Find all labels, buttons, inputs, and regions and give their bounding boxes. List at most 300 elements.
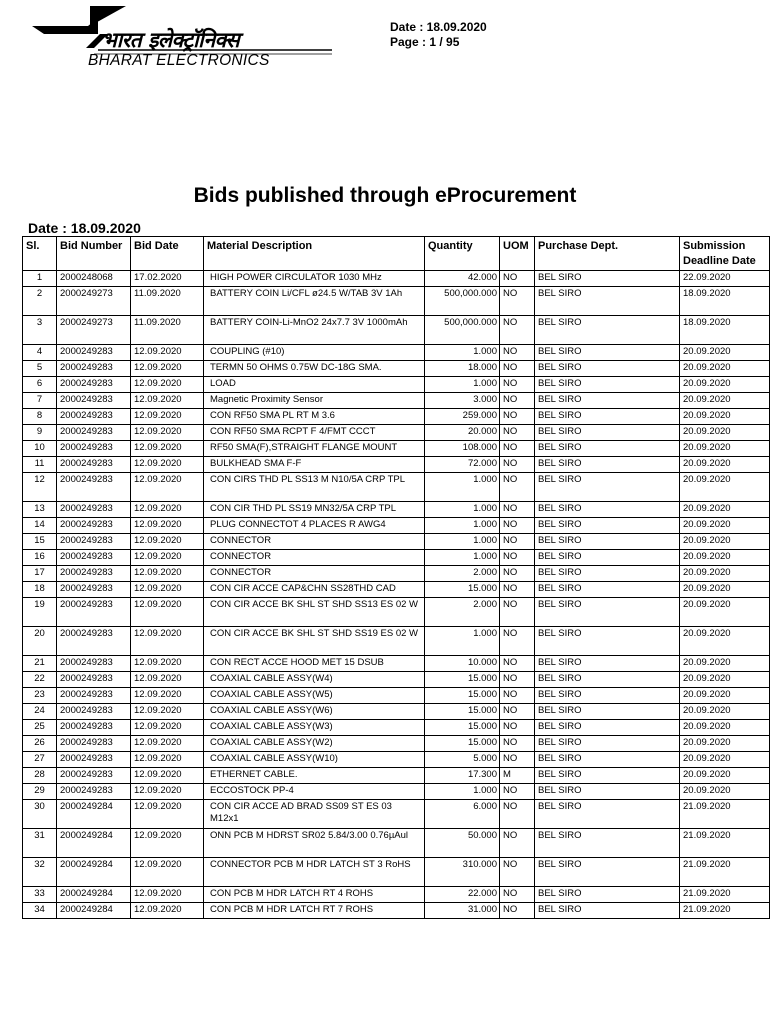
cell-deadline: 21.09.2020 xyxy=(680,903,770,919)
cell-uom: NO xyxy=(500,550,535,566)
cell-desc: HIGH POWER CIRCULATOR 1030 MHz xyxy=(204,271,425,287)
cell-qty: 20.000 xyxy=(425,425,500,441)
table-row xyxy=(23,409,770,425)
table-row xyxy=(23,457,770,473)
table-row xyxy=(23,858,770,887)
cell-bid-date: 17.02.2020 xyxy=(131,271,204,287)
logo-english-text: BHARAT ELECTRONICS xyxy=(88,52,270,69)
cell-uom: NO xyxy=(500,784,535,800)
cell-sl: 11 xyxy=(23,457,57,473)
table-row xyxy=(23,736,770,752)
cell-qty: 15.000 xyxy=(425,672,500,688)
cell-qty: 1.000 xyxy=(425,550,500,566)
cell-uom: NO xyxy=(500,393,535,409)
cell-uom: NO xyxy=(500,345,535,361)
cell-bid-date: 12.09.2020 xyxy=(131,502,204,518)
cell-bid-date: 12.09.2020 xyxy=(131,377,204,393)
cell-dept: BEL SIRO xyxy=(535,720,680,736)
cell-desc: CON CIR ACCE BK SHL ST SHD SS19 ES 02 W xyxy=(204,627,425,656)
cell-bid-number: 2000249283 xyxy=(57,582,131,598)
cell-bid-number: 2000249283 xyxy=(57,566,131,582)
cell-dept: BEL SIRO xyxy=(535,502,680,518)
page-title: Bids published through eProcurement xyxy=(193,184,577,207)
table-row xyxy=(23,287,770,316)
cell-dept: BEL SIRO xyxy=(535,287,680,316)
cell-bid-date: 12.09.2020 xyxy=(131,768,204,784)
cell-uom: NO xyxy=(500,287,535,316)
table-row xyxy=(23,393,770,409)
cell-bid-date: 12.09.2020 xyxy=(131,441,204,457)
table-row xyxy=(23,502,770,518)
cell-bid-number: 2000249283 xyxy=(57,502,131,518)
cell-dept: BEL SIRO xyxy=(535,441,680,457)
cell-deadline: 20.09.2020 xyxy=(680,473,770,502)
cell-deadline: 20.09.2020 xyxy=(680,672,770,688)
table-row xyxy=(23,534,770,550)
cell-bid-date: 12.09.2020 xyxy=(131,688,204,704)
cell-qty: 1.000 xyxy=(425,502,500,518)
cell-desc: CON CIR ACCE BK SHL ST SHD SS13 ES 02 W xyxy=(204,598,425,627)
cell-uom: NO xyxy=(500,534,535,550)
cell-qty: 108.000 xyxy=(425,441,500,457)
cell-bid-number: 2000249283 xyxy=(57,736,131,752)
cell-sl: 15 xyxy=(23,534,57,550)
cell-sl: 27 xyxy=(23,752,57,768)
cell-bid-number: 2000249283 xyxy=(57,409,131,425)
cell-desc: CONNECTOR xyxy=(204,550,425,566)
cell-desc: TERMN 50 OHMS 0.75W DC-18G SMA. xyxy=(204,361,425,377)
cell-sl: 6 xyxy=(23,377,57,393)
cell-dept: BEL SIRO xyxy=(535,704,680,720)
cell-uom: NO xyxy=(500,441,535,457)
cell-deadline: 21.09.2020 xyxy=(680,800,770,829)
cell-bid-number: 2000249283 xyxy=(57,550,131,566)
cell-bid-number: 2000249283 xyxy=(57,473,131,502)
cell-sl: 23 xyxy=(23,688,57,704)
cell-sl: 29 xyxy=(23,784,57,800)
cell-bid-number: 2000249283 xyxy=(57,518,131,534)
table-row xyxy=(23,425,770,441)
cell-qty: 15.000 xyxy=(425,582,500,598)
cell-bid-date: 11.09.2020 xyxy=(131,316,204,345)
cell-deadline: 20.09.2020 xyxy=(680,425,770,441)
cell-dept: BEL SIRO xyxy=(535,393,680,409)
cell-bid-number: 2000249284 xyxy=(57,858,131,887)
cell-dept: BEL SIRO xyxy=(535,518,680,534)
cell-deadline: 20.09.2020 xyxy=(680,582,770,598)
cell-uom: NO xyxy=(500,409,535,425)
cell-sl: 33 xyxy=(23,887,57,903)
cell-sl: 26 xyxy=(23,736,57,752)
cell-bid-date: 12.09.2020 xyxy=(131,393,204,409)
cell-dept: BEL SIRO xyxy=(535,534,680,550)
cell-bid-number: 2000249284 xyxy=(57,800,131,829)
cell-desc: COAXIAL CABLE ASSY(W5) xyxy=(204,688,425,704)
cell-qty: 15.000 xyxy=(425,736,500,752)
cell-qty: 500,000.000 xyxy=(425,316,500,345)
cell-deadline: 20.09.2020 xyxy=(680,534,770,550)
cell-uom: NO xyxy=(500,829,535,858)
cell-bid-number: 2000249284 xyxy=(57,903,131,919)
cell-bid-number: 2000249283 xyxy=(57,457,131,473)
cell-qty: 10.000 xyxy=(425,656,500,672)
cell-bid-number: 2000249283 xyxy=(57,768,131,784)
cell-desc: COAXIAL CABLE ASSY(W3) xyxy=(204,720,425,736)
cell-desc: COAXIAL CABLE ASSY(W2) xyxy=(204,736,425,752)
cell-bid-number: 2000249284 xyxy=(57,829,131,858)
cell-bid-number: 2000249273 xyxy=(57,287,131,316)
col-header-sl: Sl. xyxy=(23,237,57,271)
cell-qty: 2.000 xyxy=(425,566,500,582)
cell-desc: BULKHEAD SMA F-F xyxy=(204,457,425,473)
cell-uom: NO xyxy=(500,656,535,672)
cell-deadline: 20.09.2020 xyxy=(680,457,770,473)
cell-desc: CONNECTOR PCB M HDR LATCH ST 3 RoHS xyxy=(204,858,425,887)
table-row xyxy=(23,800,770,829)
cell-bid-date: 12.09.2020 xyxy=(131,829,204,858)
cell-uom: NO xyxy=(500,858,535,887)
cell-bid-date: 12.09.2020 xyxy=(131,598,204,627)
cell-deadline: 20.09.2020 xyxy=(680,566,770,582)
cell-dept: BEL SIRO xyxy=(535,784,680,800)
cell-uom: M xyxy=(500,768,535,784)
cell-bid-date: 12.09.2020 xyxy=(131,784,204,800)
cell-bid-date: 12.09.2020 xyxy=(131,858,204,887)
table-row xyxy=(23,688,770,704)
cell-qty: 1.000 xyxy=(425,473,500,502)
cell-uom: NO xyxy=(500,720,535,736)
cell-uom: NO xyxy=(500,457,535,473)
cell-uom: NO xyxy=(500,627,535,656)
cell-desc: CON CIRS THD PL SS13 M N10/5A CRP TPL xyxy=(204,473,425,502)
cell-qty: 50.000 xyxy=(425,829,500,858)
cell-qty: 15.000 xyxy=(425,720,500,736)
cell-sl: 4 xyxy=(23,345,57,361)
cell-bid-number: 2000248068 xyxy=(57,271,131,287)
cell-deadline: 22.09.2020 xyxy=(680,271,770,287)
cell-desc: RF50 SMA(F),STRAIGHT FLANGE MOUNT xyxy=(204,441,425,457)
cell-qty: 2.000 xyxy=(425,598,500,627)
table-row xyxy=(23,361,770,377)
cell-bid-date: 12.09.2020 xyxy=(131,800,204,829)
cell-dept: BEL SIRO xyxy=(535,688,680,704)
col-header-purchase-dept: Purchase Dept. xyxy=(535,237,680,271)
cell-deadline: 20.09.2020 xyxy=(680,656,770,672)
logo-hindi-text: भारत इलेक्ट्रॉनिक्स xyxy=(102,27,240,52)
cell-bid-date: 12.09.2020 xyxy=(131,903,204,919)
cell-sl: 9 xyxy=(23,425,57,441)
cell-qty: 500,000.000 xyxy=(425,287,500,316)
cell-deadline: 21.09.2020 xyxy=(680,887,770,903)
cell-bid-date: 12.09.2020 xyxy=(131,752,204,768)
header-date: Date : 18.09.2020 xyxy=(390,20,487,34)
cell-dept: BEL SIRO xyxy=(535,656,680,672)
table-row xyxy=(23,377,770,393)
cell-sl: 28 xyxy=(23,768,57,784)
cell-sl: 7 xyxy=(23,393,57,409)
cell-sl: 12 xyxy=(23,473,57,502)
cell-desc: CON RF50 SMA PL RT M 3.6 xyxy=(204,409,425,425)
col-header-uom: UOM xyxy=(500,237,535,271)
cell-deadline: 20.09.2020 xyxy=(680,720,770,736)
cell-qty: 31.000 xyxy=(425,903,500,919)
cell-qty: 17.300 xyxy=(425,768,500,784)
cell-sl: 34 xyxy=(23,903,57,919)
cell-desc: Magnetic Proximity Sensor xyxy=(204,393,425,409)
cell-sl: 3 xyxy=(23,316,57,345)
table-row xyxy=(23,672,770,688)
cell-bid-number: 2000249283 xyxy=(57,688,131,704)
cell-deadline: 20.09.2020 xyxy=(680,361,770,377)
cell-dept: BEL SIRO xyxy=(535,425,680,441)
cell-bid-date: 12.09.2020 xyxy=(131,887,204,903)
cell-deadline: 20.09.2020 xyxy=(680,393,770,409)
cell-deadline: 20.09.2020 xyxy=(680,752,770,768)
cell-deadline: 20.09.2020 xyxy=(680,736,770,752)
cell-bid-date: 12.09.2020 xyxy=(131,425,204,441)
cell-sl: 19 xyxy=(23,598,57,627)
cell-bid-date: 12.09.2020 xyxy=(131,457,204,473)
cell-dept: BEL SIRO xyxy=(535,736,680,752)
cell-sl: 1 xyxy=(23,271,57,287)
cell-desc: CON RF50 SMA RCPT F 4/FMT CCCT xyxy=(204,425,425,441)
cell-dept: BEL SIRO xyxy=(535,858,680,887)
cell-dept: BEL SIRO xyxy=(535,768,680,784)
cell-dept: BEL SIRO xyxy=(535,361,680,377)
table-row xyxy=(23,566,770,582)
cell-dept: BEL SIRO xyxy=(535,377,680,393)
cell-bid-number: 2000249283 xyxy=(57,752,131,768)
cell-bid-number: 2000249273 xyxy=(57,316,131,345)
table-row xyxy=(23,784,770,800)
cell-uom: NO xyxy=(500,377,535,393)
cell-dept: BEL SIRO xyxy=(535,457,680,473)
cell-deadline: 18.09.2020 xyxy=(680,287,770,316)
cell-dept: BEL SIRO xyxy=(535,672,680,688)
cell-uom: NO xyxy=(500,566,535,582)
cell-deadline: 20.09.2020 xyxy=(680,688,770,704)
cell-deadline: 21.09.2020 xyxy=(680,858,770,887)
cell-bid-number: 2000249283 xyxy=(57,627,131,656)
cell-sl: 17 xyxy=(23,566,57,582)
cell-uom: NO xyxy=(500,598,535,627)
cell-deadline: 20.09.2020 xyxy=(680,704,770,720)
cell-desc: COUPLING (#10) xyxy=(204,345,425,361)
cell-sl: 22 xyxy=(23,672,57,688)
cell-bid-number: 2000249283 xyxy=(57,345,131,361)
cell-uom: NO xyxy=(500,473,535,502)
cell-deadline: 20.09.2020 xyxy=(680,768,770,784)
cell-dept: BEL SIRO xyxy=(535,345,680,361)
table-row xyxy=(23,271,770,287)
cell-bid-number: 2000249283 xyxy=(57,534,131,550)
cell-uom: NO xyxy=(500,752,535,768)
report-date: Date : 18.09.2020 xyxy=(28,220,141,236)
table-row xyxy=(23,598,770,627)
cell-sl: 13 xyxy=(23,502,57,518)
cell-bid-date: 11.09.2020 xyxy=(131,287,204,316)
cell-qty: 1.000 xyxy=(425,627,500,656)
cell-bid-number: 2000249283 xyxy=(57,441,131,457)
cell-bid-number: 2000249283 xyxy=(57,672,131,688)
cell-bid-number: 2000249283 xyxy=(57,377,131,393)
cell-uom: NO xyxy=(500,704,535,720)
cell-uom: NO xyxy=(500,518,535,534)
cell-dept: BEL SIRO xyxy=(535,887,680,903)
bids-table xyxy=(22,236,770,919)
cell-sl: 16 xyxy=(23,550,57,566)
cell-uom: NO xyxy=(500,425,535,441)
cell-desc: COAXIAL CABLE ASSY(W10) xyxy=(204,752,425,768)
cell-bid-number: 2000249283 xyxy=(57,393,131,409)
cell-bid-date: 12.09.2020 xyxy=(131,582,204,598)
cell-bid-date: 12.09.2020 xyxy=(131,736,204,752)
cell-bid-date: 12.09.2020 xyxy=(131,534,204,550)
cell-deadline: 20.09.2020 xyxy=(680,518,770,534)
table-row xyxy=(23,903,770,919)
cell-bid-number: 2000249283 xyxy=(57,361,131,377)
cell-uom: NO xyxy=(500,903,535,919)
cell-qty: 1.000 xyxy=(425,345,500,361)
cell-desc: BATTERY COIN-Li-MnO2 24x7.7 3V 1000mAh xyxy=(204,316,425,345)
cell-sl: 25 xyxy=(23,720,57,736)
cell-desc: CONNECTOR xyxy=(204,566,425,582)
cell-uom: NO xyxy=(500,502,535,518)
cell-bid-number: 2000249283 xyxy=(57,425,131,441)
cell-desc: CON CIR THD PL SS19 MN32/5A CRP TPL xyxy=(204,502,425,518)
cell-sl: 30 xyxy=(23,800,57,829)
cell-desc: PLUG CONNECTOT 4 PLACES R AWG4 xyxy=(204,518,425,534)
cell-bid-date: 12.09.2020 xyxy=(131,627,204,656)
cell-bid-date: 12.09.2020 xyxy=(131,518,204,534)
cell-sl: 31 xyxy=(23,829,57,858)
cell-qty: 259.000 xyxy=(425,409,500,425)
cell-bid-date: 12.09.2020 xyxy=(131,566,204,582)
cell-desc: CON PCB M HDR LATCH RT 7 ROHS xyxy=(204,903,425,919)
cell-desc: CONNECTOR xyxy=(204,534,425,550)
table-row xyxy=(23,316,770,345)
cell-uom: NO xyxy=(500,736,535,752)
cell-uom: NO xyxy=(500,361,535,377)
table-row xyxy=(23,473,770,502)
table-row xyxy=(23,627,770,656)
cell-deadline: 21.09.2020 xyxy=(680,829,770,858)
cell-qty: 1.000 xyxy=(425,518,500,534)
table-row xyxy=(23,829,770,858)
cell-sl: 18 xyxy=(23,582,57,598)
cell-dept: BEL SIRO xyxy=(535,752,680,768)
header-meta xyxy=(390,20,487,50)
col-header-bid-number: Bid Number xyxy=(57,237,131,271)
cell-sl: 20 xyxy=(23,627,57,656)
cell-qty: 1.000 xyxy=(425,784,500,800)
cell-deadline: 20.09.2020 xyxy=(680,598,770,627)
cell-uom: NO xyxy=(500,582,535,598)
cell-dept: BEL SIRO xyxy=(535,829,680,858)
col-header-submission-deadline: Submission Deadline Date xyxy=(680,237,770,271)
cell-qty: 42.000 xyxy=(425,271,500,287)
cell-sl: 2 xyxy=(23,287,57,316)
cell-qty: 72.000 xyxy=(425,457,500,473)
cell-bid-number: 2000249283 xyxy=(57,656,131,672)
table-row xyxy=(23,768,770,784)
cell-deadline: 20.09.2020 xyxy=(680,627,770,656)
cell-bid-number: 2000249284 xyxy=(57,887,131,903)
cell-bid-number: 2000249283 xyxy=(57,704,131,720)
cell-deadline: 20.09.2020 xyxy=(680,345,770,361)
cell-desc: CON PCB M HDR LATCH RT 4 ROHS xyxy=(204,887,425,903)
table-row xyxy=(23,518,770,534)
cell-desc: LOAD xyxy=(204,377,425,393)
cell-desc: CON CIR ACCE CAP&CHN SS28THD CAD xyxy=(204,582,425,598)
col-header-bid-date: Bid Date xyxy=(131,237,204,271)
cell-desc: COAXIAL CABLE ASSY(W6) xyxy=(204,704,425,720)
table-row xyxy=(23,550,770,566)
cell-dept: BEL SIRO xyxy=(535,627,680,656)
cell-desc: CON RECT ACCE HOOD MET 15 DSUB xyxy=(204,656,425,672)
cell-qty: 6.000 xyxy=(425,800,500,829)
cell-bid-number: 2000249283 xyxy=(57,598,131,627)
cell-dept: BEL SIRO xyxy=(535,800,680,829)
cell-deadline: 20.09.2020 xyxy=(680,784,770,800)
cell-sl: 8 xyxy=(23,409,57,425)
cell-desc: ECCOSTOCK PP-4 xyxy=(204,784,425,800)
table-row xyxy=(23,752,770,768)
table-row xyxy=(23,704,770,720)
cell-bid-date: 12.09.2020 xyxy=(131,704,204,720)
cell-qty: 22.000 xyxy=(425,887,500,903)
cell-bid-date: 12.09.2020 xyxy=(131,361,204,377)
cell-deadline: 20.09.2020 xyxy=(680,502,770,518)
cell-qty: 1.000 xyxy=(425,377,500,393)
cell-qty: 1.000 xyxy=(425,534,500,550)
bel-logo xyxy=(32,4,337,74)
cell-bid-date: 12.09.2020 xyxy=(131,409,204,425)
cell-desc: CON CIR ACCE AD BRAD SS09 ST ES 03 M12x1 xyxy=(204,800,425,829)
cell-sl: 14 xyxy=(23,518,57,534)
cell-dept: BEL SIRO xyxy=(535,598,680,627)
cell-desc: ONN PCB M HDRST SR02 5.84/3.00 0.76µAul xyxy=(204,829,425,858)
cell-desc: COAXIAL CABLE ASSY(W4) xyxy=(204,672,425,688)
cell-sl: 21 xyxy=(23,656,57,672)
table-row xyxy=(23,441,770,457)
cell-qty: 5.000 xyxy=(425,752,500,768)
cell-dept: BEL SIRO xyxy=(535,409,680,425)
cell-sl: 5 xyxy=(23,361,57,377)
table-row xyxy=(23,720,770,736)
cell-deadline: 18.09.2020 xyxy=(680,316,770,345)
cell-dept: BEL SIRO xyxy=(535,582,680,598)
cell-qty: 310.000 xyxy=(425,858,500,887)
cell-deadline: 20.09.2020 xyxy=(680,550,770,566)
cell-sl: 24 xyxy=(23,704,57,720)
cell-bid-number: 2000249283 xyxy=(57,784,131,800)
cell-desc: ETHERNET CABLE. xyxy=(204,768,425,784)
cell-uom: NO xyxy=(500,887,535,903)
cell-dept: BEL SIRO xyxy=(535,550,680,566)
cell-sl: 32 xyxy=(23,858,57,887)
cell-dept: BEL SIRO xyxy=(535,566,680,582)
table-row xyxy=(23,656,770,672)
cell-bid-date: 12.09.2020 xyxy=(131,720,204,736)
cell-bid-date: 12.09.2020 xyxy=(131,672,204,688)
cell-uom: NO xyxy=(500,271,535,287)
cell-bid-date: 12.09.2020 xyxy=(131,656,204,672)
cell-uom: NO xyxy=(500,800,535,829)
table-row xyxy=(23,345,770,361)
cell-qty: 15.000 xyxy=(425,704,500,720)
cell-uom: NO xyxy=(500,672,535,688)
